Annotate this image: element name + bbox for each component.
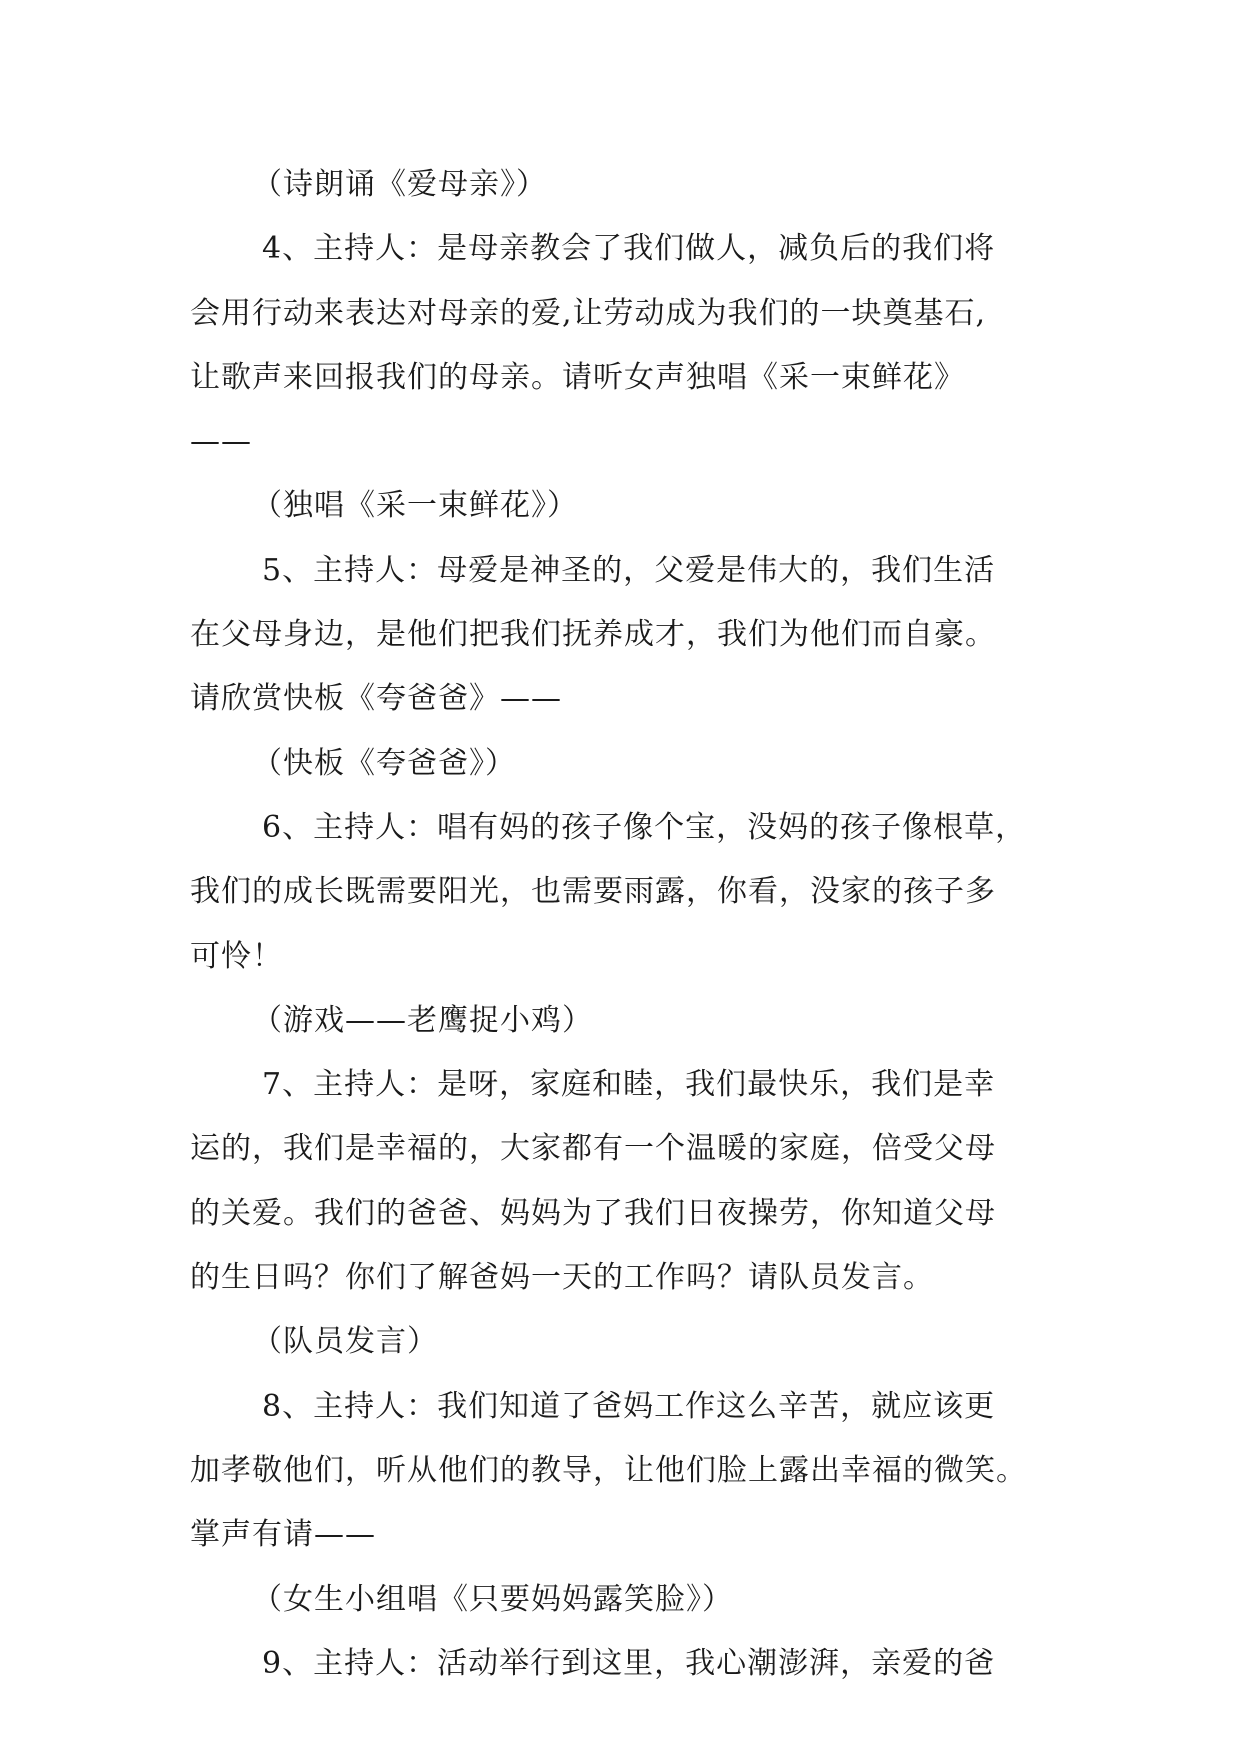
paragraph-line-dash: —— bbox=[190, 424, 252, 460]
host-line-4-start: 4、主持人：是母亲教会了我们做人，减负后的我们将 bbox=[262, 231, 996, 267]
stage-direction-kuaiban: （快板《夸爸爸》） bbox=[252, 745, 516, 781]
stage-direction-game: （游戏——老鹰捉小鸡） bbox=[252, 1002, 593, 1038]
paragraph-line: 的关爱。我们的爸爸、妈妈为了我们日夜操劳，你知道父母 bbox=[190, 1195, 996, 1231]
stage-direction-poem: （诗朗诵《爱母亲》） bbox=[252, 167, 547, 202]
stage-direction-group-song: （女生小组唱《只要妈妈露笑脸》） bbox=[252, 1581, 733, 1617]
paragraph-line: 的生日吗？你们了解爸妈一天的工作吗？请队员发言。 bbox=[190, 1260, 934, 1296]
paragraph-line: 会用行动来表达对母亲的爱,让劳动成为我们的一块奠基石, bbox=[190, 295, 987, 331]
paragraph-line: 可怜！ bbox=[190, 938, 283, 974]
stage-direction-speech: （队员发言） bbox=[252, 1324, 438, 1360]
host-line-8-start: 8、主持人：我们知道了爸妈工作这么辛苦，就应该更 bbox=[262, 1388, 996, 1424]
host-line-7-start: 7、主持人：是呀，家庭和睦，我们最快乐，我们是幸 bbox=[262, 1067, 996, 1103]
host-line-9-start: 9、主持人：活动举行到这里，我心潮澎湃，亲爱的爸 bbox=[262, 1645, 996, 1681]
host-line-5-start: 5、主持人：母爱是神圣的，父爱是伟大的，我们生活 bbox=[262, 552, 996, 588]
paragraph-line: 请欣赏快板《夸爸爸》—— bbox=[190, 681, 562, 717]
paragraph-line: 我们的成长既需要阳光，也需要雨露，你看，没家的孩子多 bbox=[190, 874, 996, 910]
paragraph-line: 让歌声来回报我们的母亲。请听女声独唱《采一束鲜花》 bbox=[190, 359, 965, 395]
paragraph-line: 运的，我们是幸福的，大家都有一个温暖的家庭，倍受父母 bbox=[190, 1131, 996, 1167]
paragraph-line: 在父母身边，是他们把我们抚养成才，我们为他们而自豪。 bbox=[190, 617, 996, 653]
stage-direction-solo: （独唱《采一束鲜花》） bbox=[252, 488, 578, 524]
document-body bbox=[190, 153, 1070, 1696]
paragraph-line: 加孝敬他们，听从他们的教导，让他们脸上露出幸福的微笑。 bbox=[190, 1452, 1027, 1488]
paragraph-line: 掌声有请—— bbox=[190, 1517, 376, 1553]
host-line-6-start: 6、主持人：唱有妈的孩子像个宝，没妈的孩子像根草， bbox=[262, 809, 1027, 845]
